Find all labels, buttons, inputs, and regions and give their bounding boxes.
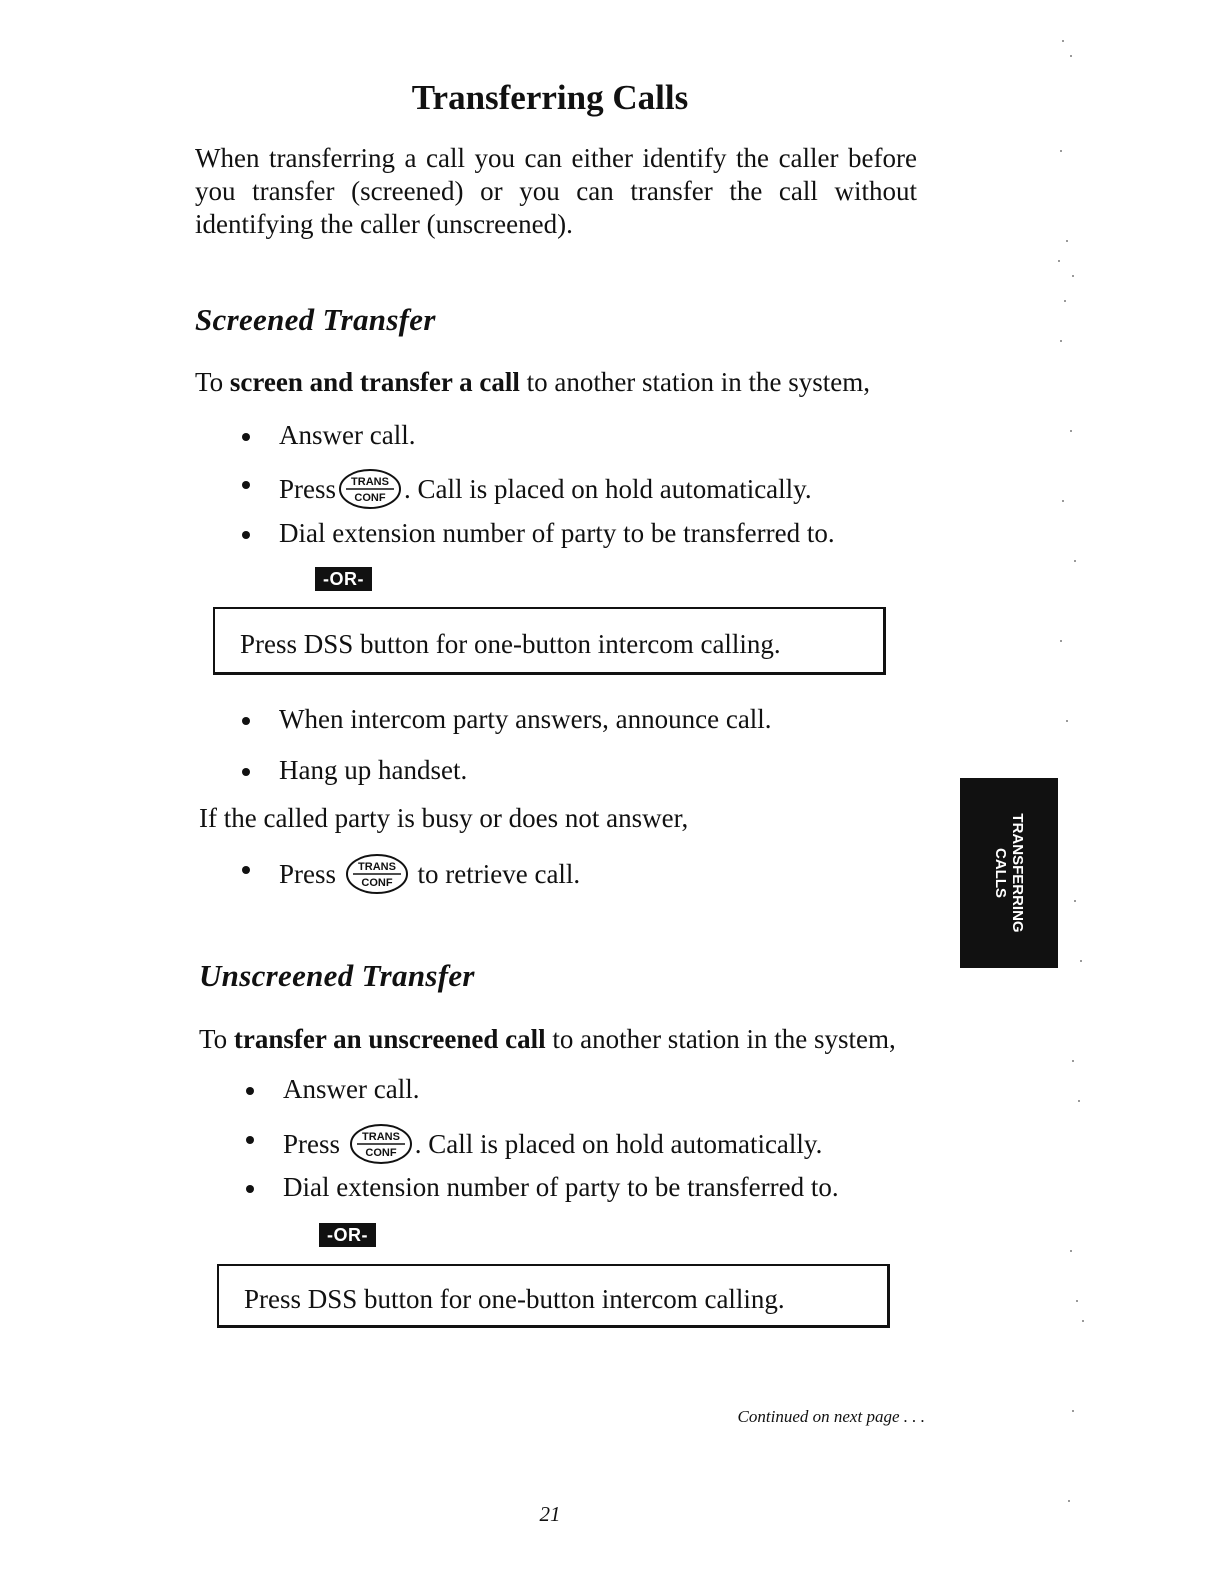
section-side-tab (960, 778, 1058, 968)
bullet-dot (242, 433, 250, 441)
trans-conf-key-icon (344, 853, 410, 895)
page-number: 21 (539, 1502, 561, 1526)
intro-line: you transfer (screened) or you can transfer the call without (195, 176, 917, 206)
bullet-dot (242, 866, 250, 874)
bullet-dot (242, 717, 250, 725)
screened-heading: Screened Transfer (195, 302, 436, 337)
intro-line: identifying the caller (unscreened). (195, 209, 573, 239)
bullet-dot (242, 768, 250, 776)
screened-dss-text: Press DSS button for one-button intercom calling. (240, 629, 781, 659)
unscreened-dss-text: Press DSS button for one-button intercom calling. (244, 1284, 785, 1314)
screened-intro-bold: screen and transfer a call (229, 367, 520, 397)
continued-note: Continued on next page . . . (737, 1407, 925, 1426)
bullet-dot (246, 1087, 254, 1095)
key-bottom-label: CONF (361, 877, 393, 889)
or-badge: -OR- (315, 567, 372, 591)
key-bottom-label: CONF (354, 492, 386, 504)
unscreened-heading: Unscreened Transfer (199, 958, 475, 993)
trans-conf-key-icon (337, 468, 403, 510)
trans-conf-key-icon (348, 1123, 414, 1165)
intro-line: When transferring a call you can either identify the caller before (195, 143, 917, 173)
busy-text: If the called party is busy or does not answer, (199, 803, 689, 833)
or-badge: -OR- (319, 1223, 376, 1247)
key-top-label: TRANS (357, 861, 396, 873)
page-title: Transferring Calls (411, 78, 689, 117)
key-bottom-label: CONF (365, 1147, 397, 1159)
unscreened-dss-box (217, 1264, 890, 1328)
intro-paragraph (195, 142, 917, 241)
unscreened-intro-bold: transfer an unscreened call (233, 1024, 546, 1054)
key-top-label: TRANS (361, 1131, 400, 1143)
bullet-dot (246, 1185, 254, 1193)
key-top-label: TRANS (351, 476, 389, 488)
bullet-dot (242, 481, 250, 489)
bullet-dot (246, 1136, 254, 1144)
unscreened-intro: To transfer an unscreened call to another station in the system, (199, 1024, 896, 1054)
bullet-dot (242, 531, 250, 539)
side-tab-line1: TRANSFERRING (1009, 813, 1026, 933)
screened-intro: To screen and transfer a call to another station in the system, (195, 367, 871, 397)
screened-dss-box (213, 607, 886, 675)
side-tab-line2: CALLS (992, 847, 1009, 898)
